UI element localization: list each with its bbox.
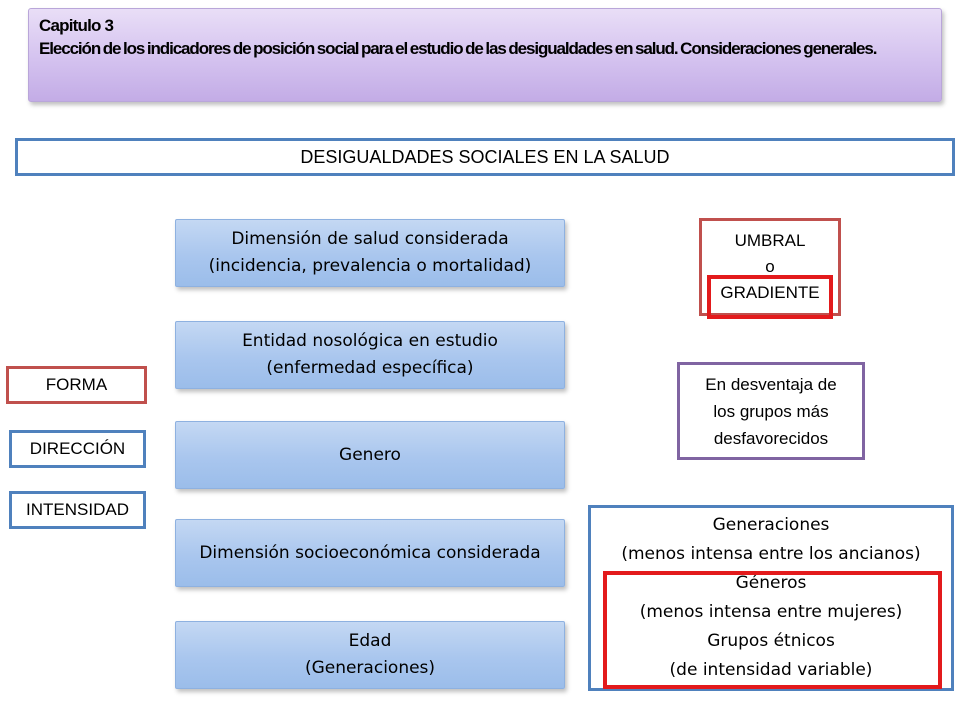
forma-value-box [699, 218, 841, 316]
nosological-entity-line-2: (enfermedad específica) [266, 358, 474, 378]
chapter-subtitle: Elección de los indicadores de posición social para el estudio de las desigualdades en salud. Consideraciones generales. [39, 39, 877, 58]
intensidad-line-1: Generaciones [712, 515, 830, 535]
health-dimension-box [175, 219, 565, 287]
intensidad-line-4: (menos intensa entre mujeres) [639, 602, 903, 622]
gender-label: Genero [339, 444, 401, 465]
forma-value-line-3: GRADIENTE [720, 283, 820, 302]
intensidad-value-box [588, 505, 954, 691]
direccion-label-box [9, 430, 146, 468]
forma-value-line-2: o [765, 257, 775, 276]
intensidad-label-box [9, 491, 146, 529]
direccion-label: DIRECCIÓN [29, 439, 126, 458]
health-dimension-line-2: (incidencia, prevalencia o mortalidad) [208, 256, 532, 276]
direccion-value-line-1: En desventaja de [705, 374, 837, 394]
intensidad-line-6: (de intensidad variable) [669, 660, 873, 680]
intensidad-line-2: (menos intensa entre los ancianos) [621, 544, 921, 564]
age-line-1: Edad [348, 631, 392, 651]
direccion-value-line-2: los grupos más [713, 401, 829, 421]
age-box [175, 621, 565, 689]
forma-value-line-1: UMBRAL [734, 231, 806, 250]
intensidad-label: INTENSIDAD [26, 500, 129, 519]
main-heading-box [15, 138, 955, 176]
age-line-2: (Generaciones) [304, 658, 436, 678]
title-banner [28, 8, 942, 102]
socioeconomic-dimension-box [175, 519, 565, 587]
forma-label-box [6, 366, 147, 404]
chapter-title: Capitulo 3 [39, 16, 114, 35]
health-dimension-line-1: Dimensión de salud considerada [231, 229, 509, 249]
nosological-entity-box [175, 321, 565, 389]
nosological-entity-line-1: Entidad nosológica en estudio [242, 331, 498, 351]
direccion-value-box [677, 362, 865, 460]
intensidad-line-5: Grupos étnicos [707, 631, 835, 651]
socioeconomic-dimension-label: Dimensión socioeconómica considerada [199, 542, 541, 563]
forma-label: FORMA [45, 375, 108, 394]
intensidad-line-3: Géneros [735, 573, 807, 593]
gender-box [175, 421, 565, 489]
main-heading: DESIGUALDADES SOCIALES EN LA SALUD [300, 147, 670, 167]
direccion-value-line-3: desfavorecidos [713, 428, 829, 448]
